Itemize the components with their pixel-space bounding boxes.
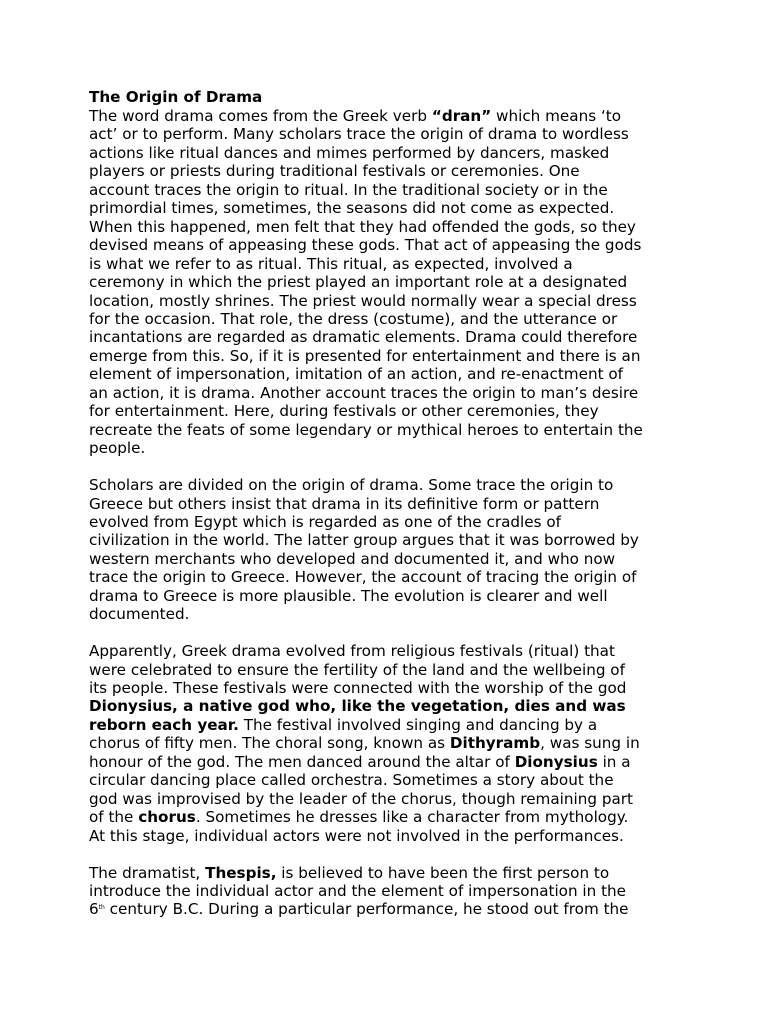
text-run: documented.	[89, 605, 190, 624]
document-body	[89, 107, 689, 919]
bold-text: Dionysius, a native god who, like the vegetation, dies and was	[89, 697, 626, 716]
text-line	[89, 642, 689, 660]
text-run: were celebrated to ensure the fertility of the land and the wellbeing of	[89, 660, 625, 679]
text-line	[89, 328, 689, 346]
text-line	[89, 661, 689, 679]
text-line	[89, 790, 689, 808]
text-run: for the occasion. That role, the dress (costume), and the utterance or	[89, 309, 618, 328]
text-line	[89, 347, 689, 365]
text-run: is what we refer to as ritual. This ritual, as expected, involved a	[89, 254, 573, 273]
text-run: , was sung in	[540, 734, 640, 753]
text-line	[89, 218, 689, 236]
text-run: 6	[89, 900, 99, 919]
text-run: introduce the individual actor and the element of impersonation in the	[89, 881, 627, 900]
text-line	[89, 568, 689, 586]
paragraph	[89, 642, 689, 845]
text-run: Scholars are divided on the origin of drama. Some trace the origin to	[89, 476, 614, 495]
text-line	[89, 864, 689, 882]
text-line	[89, 292, 689, 310]
text-line	[89, 255, 689, 273]
text-line	[89, 697, 689, 715]
paragraph-gap	[89, 458, 689, 476]
text-run: location, mostly shrines. The priest would normally wear a special dress	[89, 291, 637, 310]
text-run: honour of the god. The men danced around the altar of	[89, 752, 515, 771]
text-run: incantations are regarded as dramatic elements. Drama could therefore	[89, 328, 638, 347]
text-run: Apparently, Greek drama evolved from religious festivals (ritual) that	[89, 642, 615, 661]
text-run: is believed to have been the first person to	[276, 863, 610, 882]
document-title: The Origin of Drama	[89, 88, 263, 106]
text-run: players or priests during traditional festivals or ceremonies. One	[89, 162, 580, 181]
bold-text: “dran”	[431, 107, 492, 125]
text-line	[89, 310, 689, 328]
text-run: for entertainment. Here, during festivals or other ceremonies, they	[89, 402, 599, 421]
text-line	[89, 125, 689, 143]
text-run: century B.C. During a particular performance, he stood out from the	[104, 900, 629, 919]
document-page	[89, 87, 689, 919]
text-run: people.	[89, 439, 146, 458]
text-line	[89, 753, 689, 771]
text-line	[89, 531, 689, 549]
text-line	[89, 181, 689, 199]
text-line	[89, 771, 689, 789]
text-line	[89, 365, 689, 383]
text-line	[89, 107, 689, 125]
text-line	[89, 734, 689, 752]
text-run: drama to Greece is more plausible. The evolution is clearer and well	[89, 586, 608, 605]
text-run: The word drama comes from the Greek verb	[89, 107, 432, 125]
bold-text: Thespis,	[205, 863, 277, 882]
text-line	[89, 273, 689, 291]
text-run: emerge from this. So, if it is presented for entertainment and there is an	[89, 346, 641, 365]
bold-text: Dithyramb	[449, 734, 541, 753]
text-run: recreate the feats of some legendary or mythical heroes to entertain the	[89, 420, 643, 439]
text-line	[89, 513, 689, 531]
text-line	[89, 679, 689, 697]
text-run: When this happened, men felt that they had offended the gods, so they	[89, 217, 636, 236]
text-line	[89, 827, 689, 845]
text-line	[89, 439, 689, 457]
text-run: The dramatist,	[89, 863, 206, 882]
text-run: civilization in the world. The latter group argues that it was borrowed by	[89, 531, 639, 550]
text-run: western merchants who developed and documented it, and who now	[89, 549, 616, 568]
text-run: trace the origin to Greece. However, the account of tracing the origin of	[89, 568, 637, 587]
bold-text: chorus	[138, 808, 196, 827]
text-line	[89, 476, 689, 494]
text-line	[89, 384, 689, 402]
paragraph-gap	[89, 845, 689, 863]
text-line	[89, 495, 689, 513]
text-line	[89, 605, 689, 623]
text-run: account traces the origin to ritual. In the traditional society or in the	[89, 180, 608, 199]
text-line	[89, 162, 689, 180]
text-run: which means ‘to	[491, 107, 622, 125]
text-run: circular dancing place called orchestra. Sometimes a story about the	[89, 771, 614, 790]
text-run: element of impersonation, imitation of an action, and re-enactment of	[89, 365, 623, 384]
text-line	[89, 199, 689, 217]
text-line	[89, 402, 689, 420]
text-line	[89, 716, 689, 734]
text-run: chorus of fifty men. The choral song, known as	[89, 734, 450, 753]
text-run: god was improvised by the leader of the chorus, though remaining part	[89, 789, 633, 808]
text-line	[89, 144, 689, 162]
text-run: . Sometimes he dresses like a character from mythology.	[195, 808, 629, 827]
paragraph-gap	[89, 624, 689, 642]
text-line	[89, 550, 689, 568]
text-run: Greece but others insist that drama in its definitive form or pattern	[89, 494, 600, 513]
text-line	[89, 900, 689, 918]
text-run: ceremony in which the priest played an important role at a designated	[89, 273, 628, 292]
text-line	[89, 587, 689, 605]
superscript-text: th	[98, 904, 105, 912]
text-line	[89, 236, 689, 254]
text-run: evolved from Egypt which is regarded as one of the cradles of	[89, 512, 561, 531]
text-run: act’ or to perform. Many scholars trace the origin of drama to wordless	[89, 125, 629, 144]
text-line	[89, 421, 689, 439]
text-run: primordial times, sometimes, the seasons did not come as expected.	[89, 199, 615, 218]
paragraph	[89, 864, 689, 919]
bold-text: reborn each year.	[89, 715, 239, 734]
text-run: At this stage, individual actors were not involved in the performances.	[89, 826, 624, 845]
text-run: an action, it is drama. Another account traces the origin to man’s desire	[89, 383, 639, 402]
text-run: of the	[89, 808, 139, 827]
paragraph	[89, 476, 689, 624]
text-line	[89, 808, 689, 826]
text-run: in a	[597, 752, 631, 771]
text-run: its people. These festivals were connected with the worship of the god	[89, 679, 627, 698]
bold-text: Dionysius	[514, 752, 598, 771]
text-run: The festival involved singing and dancing by a	[238, 715, 598, 734]
text-run: actions like ritual dances and mimes performed by dancers, masked	[89, 143, 610, 162]
paragraph	[89, 107, 689, 458]
text-line	[89, 882, 689, 900]
text-run: devised means of appeasing these gods. That act of appeasing the gods	[89, 236, 642, 255]
